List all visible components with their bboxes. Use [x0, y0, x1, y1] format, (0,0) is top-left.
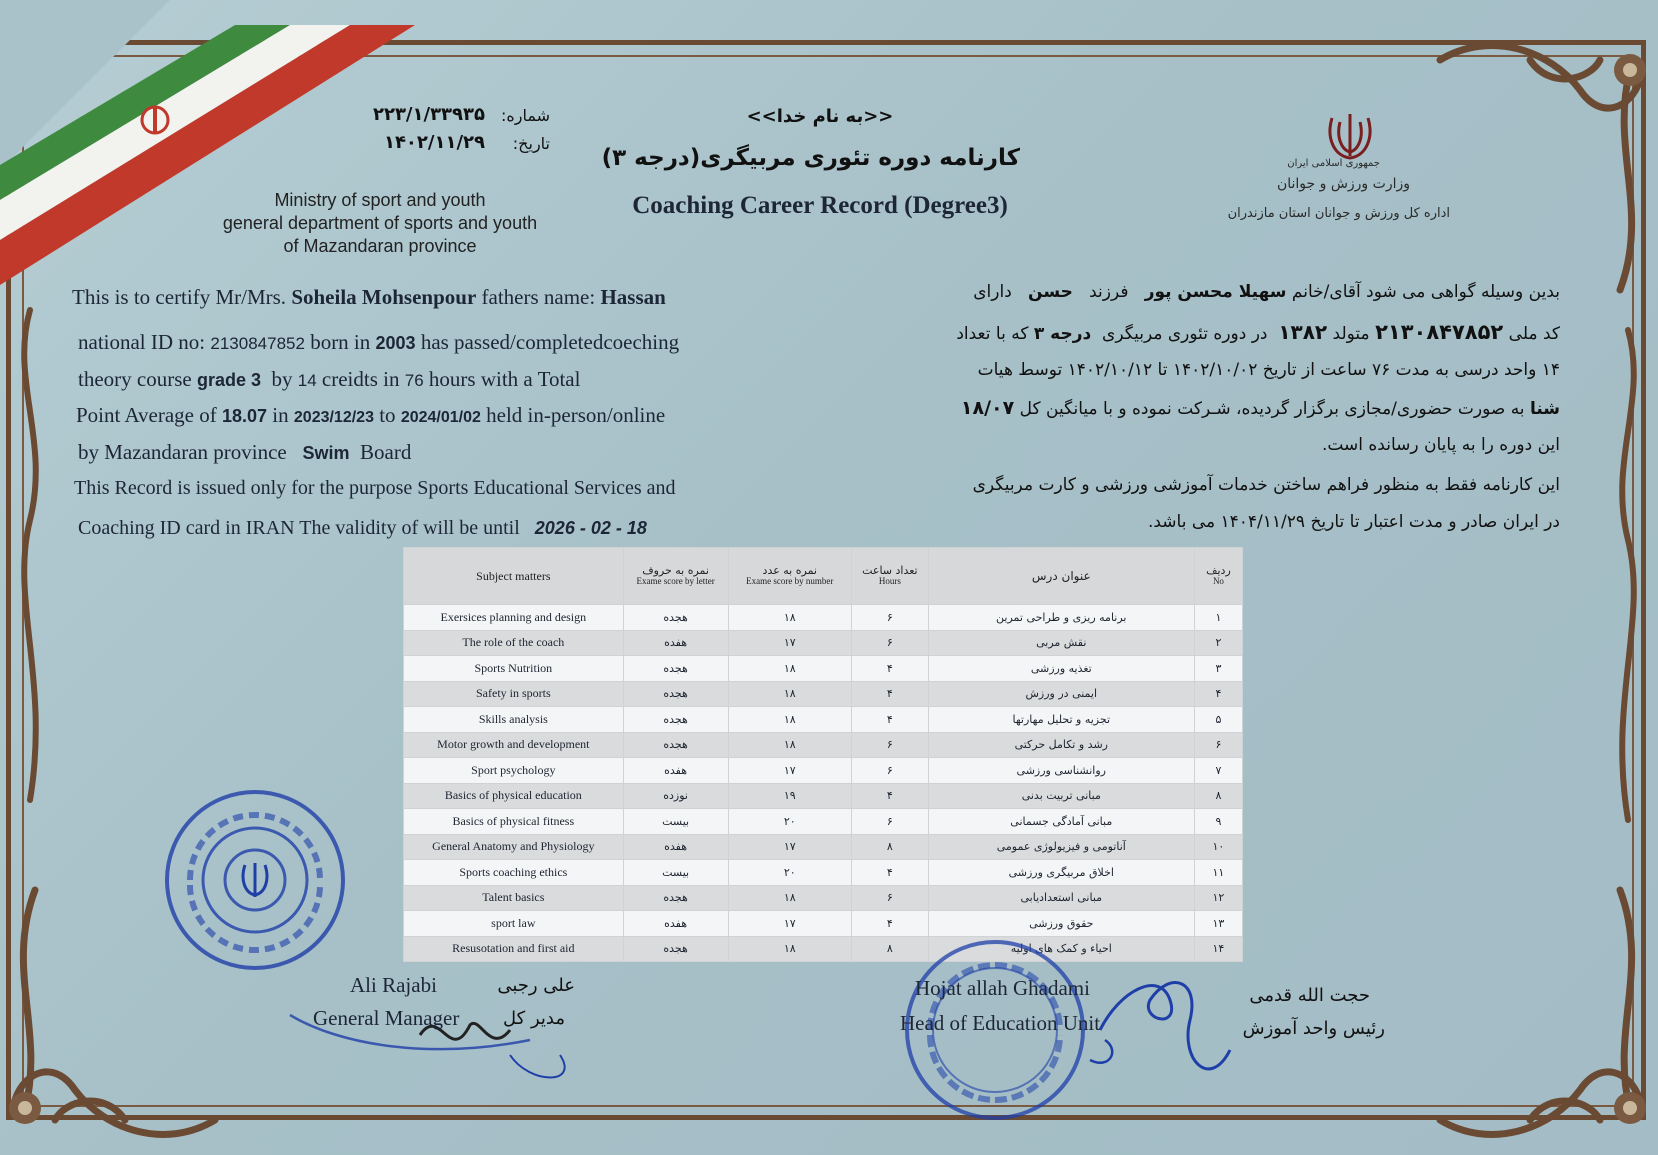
col-no: ردیف No	[1194, 548, 1242, 605]
letter-score-cell: هجده	[623, 936, 728, 962]
number-score-cell: ۱۷	[728, 758, 852, 784]
title-fa: کارنامه دوره تئوری مربیگری(درجه ۳)	[601, 145, 1020, 171]
ministry-en-3: of Mazandaran province	[283, 236, 477, 256]
stamp-seal-icon	[160, 785, 350, 975]
father-name-en: Hassan	[600, 285, 666, 309]
subject-cell: Basics of physical education	[404, 783, 624, 809]
number-score-cell: ۲۰	[728, 809, 852, 835]
hours-cell: ۴	[852, 860, 929, 886]
en-line-4: Point Average of 18.07 in 2023/12/23 to 2024/01/02 held in-person/online	[76, 403, 666, 427]
subject-cell: sport law	[404, 911, 624, 937]
col-title-fa: عنوان درس	[928, 548, 1194, 605]
table-row	[404, 809, 1243, 835]
number-score-cell: ۱۷	[728, 834, 852, 860]
row-number-cell: ۱۴	[1194, 936, 1242, 962]
letter-score-cell: هجده	[623, 681, 728, 707]
left-name-en: Ali Rajabi	[350, 973, 437, 997]
en-line-1: This is to certify Mr/Mrs. Soheila Mohsenpour fathers name: Hassan	[72, 285, 666, 309]
validity-en: 2026 - 02 - 18	[534, 518, 647, 538]
table-row	[404, 783, 1243, 809]
title-fa-cell: ایمنی در ورزش	[928, 681, 1194, 707]
ministry-en-2: general department of sports and youth	[222, 213, 538, 233]
right-name-fa: حجت الله قدمی	[1249, 985, 1370, 1006]
flag-ribbon	[0, 0, 420, 320]
letter-score-cell: هفده	[623, 834, 728, 860]
col-hours: تعداد ساعت Hours	[852, 548, 929, 605]
title-fa-cell: روانشناسی ورزشی	[928, 758, 1194, 784]
number-score-cell: ۱۸	[728, 707, 852, 733]
letter-score-cell: هجده	[623, 885, 728, 911]
number-score-cell: ۱۸	[728, 732, 852, 758]
letter-score-cell: بیست	[623, 860, 728, 886]
row-number-cell: ۶	[1194, 732, 1242, 758]
title-fa-cell: نقش مربی	[928, 630, 1194, 656]
letter-score-cell: هجده	[623, 707, 728, 733]
letter-score-cell: بیست	[623, 809, 728, 835]
table-row	[404, 885, 1243, 911]
row-number-cell: ۴	[1194, 681, 1242, 707]
fa-line-7: در ایران صادر و مدت اعتبار تا تاریخ ۱۴۰۴/۱۱/۲۹ می باشد.	[1147, 512, 1560, 532]
fa-line-3: ۱۴ واحد درسی به مدت ۷۶ ساعت از تاریخ ۱۴۰۲/۱۰/۰۲ تا ۱۴۰۲/۱۰/۱۲ توسط هیات	[977, 360, 1560, 380]
table-row	[404, 758, 1243, 784]
table-row	[404, 630, 1243, 656]
hours-cell: ۸	[852, 936, 929, 962]
letter-score-cell: هفده	[623, 758, 728, 784]
hours-cell: ۸	[852, 834, 929, 860]
en-line-3: theory course grade 3 by 14 creidts in 76 hours with a Total	[78, 367, 581, 391]
table-row	[404, 834, 1243, 860]
title-fa-cell: احیاء و کمک های اولیه	[928, 936, 1194, 962]
subject-cell: Resusotation and first aid	[404, 936, 624, 962]
number-score-cell: ۱۸	[728, 936, 852, 962]
grades-table	[403, 547, 1243, 962]
title-fa-cell: برنامه ریزی و طراحی تمرین	[928, 605, 1194, 631]
fa-line-6: این کارنامه فقط به منظور فراهم ساختن خدمات آموزشی ورزشی و کارت مربیگری	[972, 475, 1560, 495]
row-number-cell: ۱۰	[1194, 834, 1242, 860]
title-fa-cell: تجزیه و تحلیل مهارتها	[928, 707, 1194, 733]
iran-emblem-icon	[1322, 108, 1378, 164]
right-name-en: Hojat allah Ghadami	[915, 976, 1090, 1000]
row-number-cell: ۷	[1194, 758, 1242, 784]
subject-cell: General Anatomy and Physiology	[404, 834, 624, 860]
title-fa-cell: رشد و تکامل حرکتی	[928, 732, 1194, 758]
ministry-fa-1: جمهوری اسلامی ایران	[1287, 158, 1380, 169]
title-fa-cell: مبانی استعدادیابی	[928, 885, 1194, 911]
hours-cell: ۶	[852, 758, 929, 784]
hours-cell: ۶	[852, 809, 929, 835]
table-row	[404, 656, 1243, 682]
average-en: 18.07	[222, 406, 268, 426]
subject-cell: Safety in sports	[404, 681, 624, 707]
left-title-fa: مدیر کل	[503, 1008, 565, 1029]
row-number-cell: ۱	[1194, 605, 1242, 631]
title-en: Coaching Career Record (Degree3)	[632, 192, 1008, 219]
ministry-fa-2: وزارت ورزش و جوانان	[1276, 176, 1410, 192]
grades-header-row	[404, 548, 1243, 605]
board-en: Swim	[302, 443, 350, 463]
title-fa-cell: تغذیه ورزشی	[928, 656, 1194, 682]
right-title-fa: رئیس واحد آموزش	[1242, 1018, 1385, 1039]
col-number: نمره به عدد Exame score by number	[728, 548, 852, 605]
subject-cell: Talent basics	[404, 885, 624, 911]
title-fa-cell: آناتومی و فیزیولوژی عمومی	[928, 834, 1194, 860]
left-name-fa: علی رجبی	[497, 975, 575, 996]
number-score-cell: ۱۷	[728, 630, 852, 656]
number-label: شماره:	[500, 106, 550, 125]
fa-line-1: بدین وسیله گواهی می شود آقای/خانم سهیلا محسن پور فرزند حسن دارای	[973, 282, 1560, 302]
title-fa-cell: مبانی تربیت بدنی	[928, 783, 1194, 809]
hours-cell: ۶	[852, 732, 929, 758]
en-line-5: by Mazandaran province Swim Board	[78, 440, 412, 464]
date-value: ۱۴۰۲/۱۱/۲۹	[383, 132, 485, 153]
hours-cell: ۶	[852, 630, 929, 656]
row-number-cell: ۲	[1194, 630, 1242, 656]
number-score-cell: ۱۹	[728, 783, 852, 809]
bismillah: <<به نام خدا>>	[746, 106, 894, 127]
ornament-side-icon	[1598, 320, 1658, 840]
hours-cell: ۴	[852, 783, 929, 809]
student-name-fa: سهیلا محسن پور	[1144, 282, 1287, 302]
table-row	[404, 732, 1243, 758]
row-number-cell: ۵	[1194, 707, 1242, 733]
col-letter: نمره به حروف Exame score by letter	[623, 548, 728, 605]
title-fa-cell: حقوق ورزشی	[928, 911, 1194, 937]
number-score-cell: ۱۸	[728, 885, 852, 911]
letter-score-cell: هفده	[623, 911, 728, 937]
date-label: تاریخ:	[512, 134, 550, 153]
row-number-cell: ۱۱	[1194, 860, 1242, 886]
grade-en: grade 3	[196, 370, 261, 390]
signature-general-manager	[280, 985, 600, 1095]
hours-cell: ۶	[852, 605, 929, 631]
col-subject: Subject matters	[404, 548, 624, 605]
row-number-cell: ۳	[1194, 656, 1242, 682]
row-number-cell: ۱۳	[1194, 911, 1242, 937]
fa-line-5: این دوره را به پایان رسانده است.	[1321, 435, 1560, 455]
birth-year-en: 2003	[375, 333, 416, 353]
subject-cell: Sports Nutrition	[404, 656, 624, 682]
table-row	[404, 681, 1243, 707]
subject-cell: Sport psychology	[404, 758, 624, 784]
row-number-cell: ۸	[1194, 783, 1242, 809]
en-line-6: This Record is issued only for the purpose Sports Educational Services and	[74, 477, 676, 499]
subject-cell: Sports coaching ethics	[404, 860, 624, 886]
hours-cell: ۴	[852, 681, 929, 707]
row-number-cell: ۱۲	[1194, 885, 1242, 911]
fa-line-4: شنا به صورت حضوری/مجازی برگزار گردیده، شـرکت نموده و با میانگین کل ۱۸/۰۷	[960, 397, 1560, 419]
letter-score-cell: هجده	[623, 732, 728, 758]
table-row	[404, 707, 1243, 733]
number-score-cell: ۱۸	[728, 605, 852, 631]
student-name-en: Soheila Mohsenpour	[291, 285, 477, 309]
right-title-en: Head of Education Unit	[900, 1011, 1101, 1035]
table-row	[404, 605, 1243, 631]
title-fa-cell: مبانی آمادگی جسمانی	[928, 809, 1194, 835]
subject-cell: Motor growth and development	[404, 732, 624, 758]
letter-score-cell: هجده	[623, 656, 728, 682]
subject-cell: Basics of physical fitness	[404, 809, 624, 835]
hours-cell: ۴	[852, 911, 929, 937]
fa-line-2: کد ملی ۲۱۳۰۸۴۷۸۵۲ متولد ۱۳۸۲ در دوره تئوری مربیگری درجه ۳ که با تعداد	[956, 320, 1560, 344]
subject-cell: Exersices planning and design	[404, 605, 624, 631]
ornament-corner-icon	[1430, 850, 1655, 1150]
title-fa-cell: اخلاق مربیگری ورزشی	[928, 860, 1194, 886]
subject-cell: The role of the coach	[404, 630, 624, 656]
hours-cell: ۴	[852, 656, 929, 682]
number-score-cell: ۱۸	[728, 656, 852, 682]
left-title-en: General Manager	[313, 1006, 460, 1030]
letter-score-cell: هفده	[623, 630, 728, 656]
en-line-2: national ID no: 2130847852 born in 2003 has passed/completedcoeching	[78, 330, 680, 354]
ministry-fa-3: اداره کل ورزش و جوانان استان مازندران	[1227, 206, 1450, 221]
row-number-cell: ۹	[1194, 809, 1242, 835]
number-value: ۲۲۳/۱/۳۳۹۳۵	[372, 104, 485, 125]
en-line-7: Coaching ID card in IRAN The validity of will be until 2026 - 02 - 18	[78, 517, 647, 539]
letter-score-cell: هجده	[623, 605, 728, 631]
number-score-cell: ۱۸	[728, 681, 852, 707]
subject-cell: Skills analysis	[404, 707, 624, 733]
ornament-side-icon	[0, 300, 60, 820]
letter-score-cell: نوزده	[623, 783, 728, 809]
ministry-en-1: Ministry of sport and youth	[274, 190, 486, 210]
number-score-cell: ۱۷	[728, 911, 852, 937]
national-id-en: 2130847852	[210, 334, 305, 353]
hours-cell: ۶	[852, 885, 929, 911]
number-score-cell: ۲۰	[728, 860, 852, 886]
hours-cell: ۴	[852, 707, 929, 733]
table-row	[404, 936, 1243, 962]
table-row	[404, 911, 1243, 937]
table-row	[404, 860, 1243, 886]
